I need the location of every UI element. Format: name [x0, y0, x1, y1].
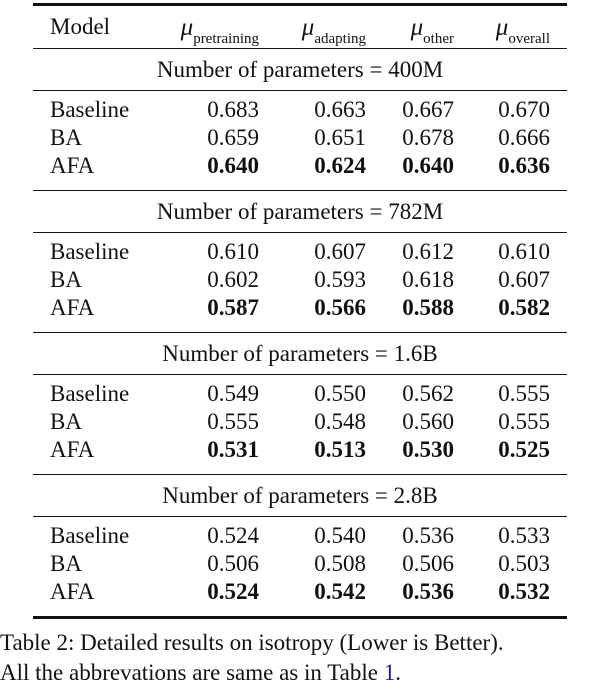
metric-value: 0.582: [498, 295, 550, 320]
metric-value: 0.524: [207, 523, 259, 548]
metric-value: 0.587: [207, 295, 259, 320]
metric-value: 0.560: [402, 409, 454, 434]
section-title: Number of parameters = 2.8B: [162, 483, 438, 508]
table-row: [33, 436, 567, 464]
metric-value: 0.506: [402, 551, 454, 576]
metric-value: 0.651: [314, 125, 366, 150]
table-row: [33, 238, 567, 266]
table-row: [33, 522, 567, 550]
metric-value: 0.659: [207, 125, 259, 150]
metric-value: 0.618: [402, 267, 454, 292]
metric-value: 0.624: [314, 153, 366, 178]
model-name: AFA: [50, 579, 95, 604]
metric-value: 0.670: [498, 97, 550, 122]
table-header: [33, 6, 567, 48]
table-caption: [0, 628, 610, 688]
metric-value: 0.612: [402, 239, 454, 264]
metric-value: 0.640: [207, 153, 259, 178]
model-name: BA: [50, 125, 82, 150]
metric-value: 0.666: [498, 125, 550, 150]
table-1-link[interactable]: 1: [383, 660, 396, 685]
model-name: BA: [50, 267, 82, 292]
table-row: [33, 578, 567, 606]
section-rows: [33, 517, 567, 616]
metric-value: 0.607: [314, 239, 366, 264]
model-name: AFA: [50, 295, 95, 320]
section-rows: [33, 375, 567, 474]
model-name: Baseline: [50, 523, 130, 548]
table-row: [33, 294, 567, 322]
metric-value: 0.602: [207, 267, 259, 292]
model-name: Baseline: [50, 97, 130, 122]
metric-value: 0.549: [207, 381, 259, 406]
model-name: BA: [50, 551, 82, 576]
table-row: [33, 124, 567, 152]
header-model: Model: [50, 14, 111, 39]
metric-value: 0.555: [498, 409, 550, 434]
metric-value: 0.536: [402, 579, 454, 604]
section-title: Number of parameters = 1.6B: [162, 341, 438, 366]
metric-value: 0.508: [314, 551, 366, 576]
caption-line-2: All the abbrevations are same as in Table 1.: [0, 660, 401, 685]
metric-value: 0.607: [498, 267, 550, 292]
metric-value: 0.525: [498, 437, 550, 462]
table-row: [33, 152, 567, 180]
model-name: BA: [50, 409, 82, 434]
header-mu-adapting: $\mu_{adapting}$: [301, 14, 366, 47]
header-mu-other: $\mu_{other}$: [410, 14, 454, 47]
header-mu-overall: $\mu_{overall}$: [495, 14, 550, 47]
section-title: Number of parameters = 782M: [156, 199, 444, 224]
metric-value: 0.640: [402, 153, 454, 178]
table-row: [33, 96, 567, 124]
table-row: [33, 266, 567, 294]
section-rows: [33, 233, 567, 332]
table-row: [33, 380, 567, 408]
metric-value: 0.530: [402, 437, 454, 462]
metric-value: 0.610: [498, 239, 550, 264]
metric-value: 0.663: [314, 97, 366, 122]
metric-value: 0.678: [402, 125, 454, 150]
metric-value: 0.593: [314, 267, 366, 292]
metric-value: 0.524: [207, 579, 259, 604]
metric-value: 0.667: [402, 97, 454, 122]
table-row: [33, 550, 567, 578]
results-table: [33, 3, 567, 619]
caption-line-1: Table 2: Detailed results on isotropy (Lower is Better).: [0, 630, 504, 655]
metric-value: 0.506: [207, 551, 259, 576]
metric-value: 0.536: [402, 523, 454, 548]
section-rows: [33, 91, 567, 190]
metric-value: 0.588: [402, 295, 454, 320]
metric-value: 0.532: [498, 579, 550, 604]
metric-value: 0.566: [314, 295, 366, 320]
metric-value: 0.636: [498, 153, 550, 178]
model-name: Baseline: [50, 239, 130, 264]
metric-value: 0.562: [402, 381, 454, 406]
metric-value: 0.540: [314, 523, 366, 548]
metric-value: 0.503: [498, 551, 550, 576]
model-name: Baseline: [50, 381, 130, 406]
metric-value: 0.610: [207, 239, 259, 264]
metric-value: 0.533: [498, 523, 550, 548]
metric-value: 0.542: [314, 579, 366, 604]
table-row: [33, 408, 567, 436]
model-name: AFA: [50, 153, 95, 178]
metric-value: 0.531: [207, 437, 259, 462]
bottom-rule: [33, 616, 567, 619]
metric-value: 0.555: [207, 409, 259, 434]
section-title: Number of parameters = 400M: [156, 57, 444, 82]
metric-value: 0.513: [314, 437, 366, 462]
model-name: AFA: [50, 437, 95, 462]
metric-value: 0.683: [207, 97, 259, 122]
header-mu-pretraining: $\mu_{pretraining}$: [180, 14, 259, 47]
metric-value: 0.548: [314, 409, 366, 434]
metric-value: 0.555: [498, 381, 550, 406]
metric-value: 0.550: [314, 381, 366, 406]
